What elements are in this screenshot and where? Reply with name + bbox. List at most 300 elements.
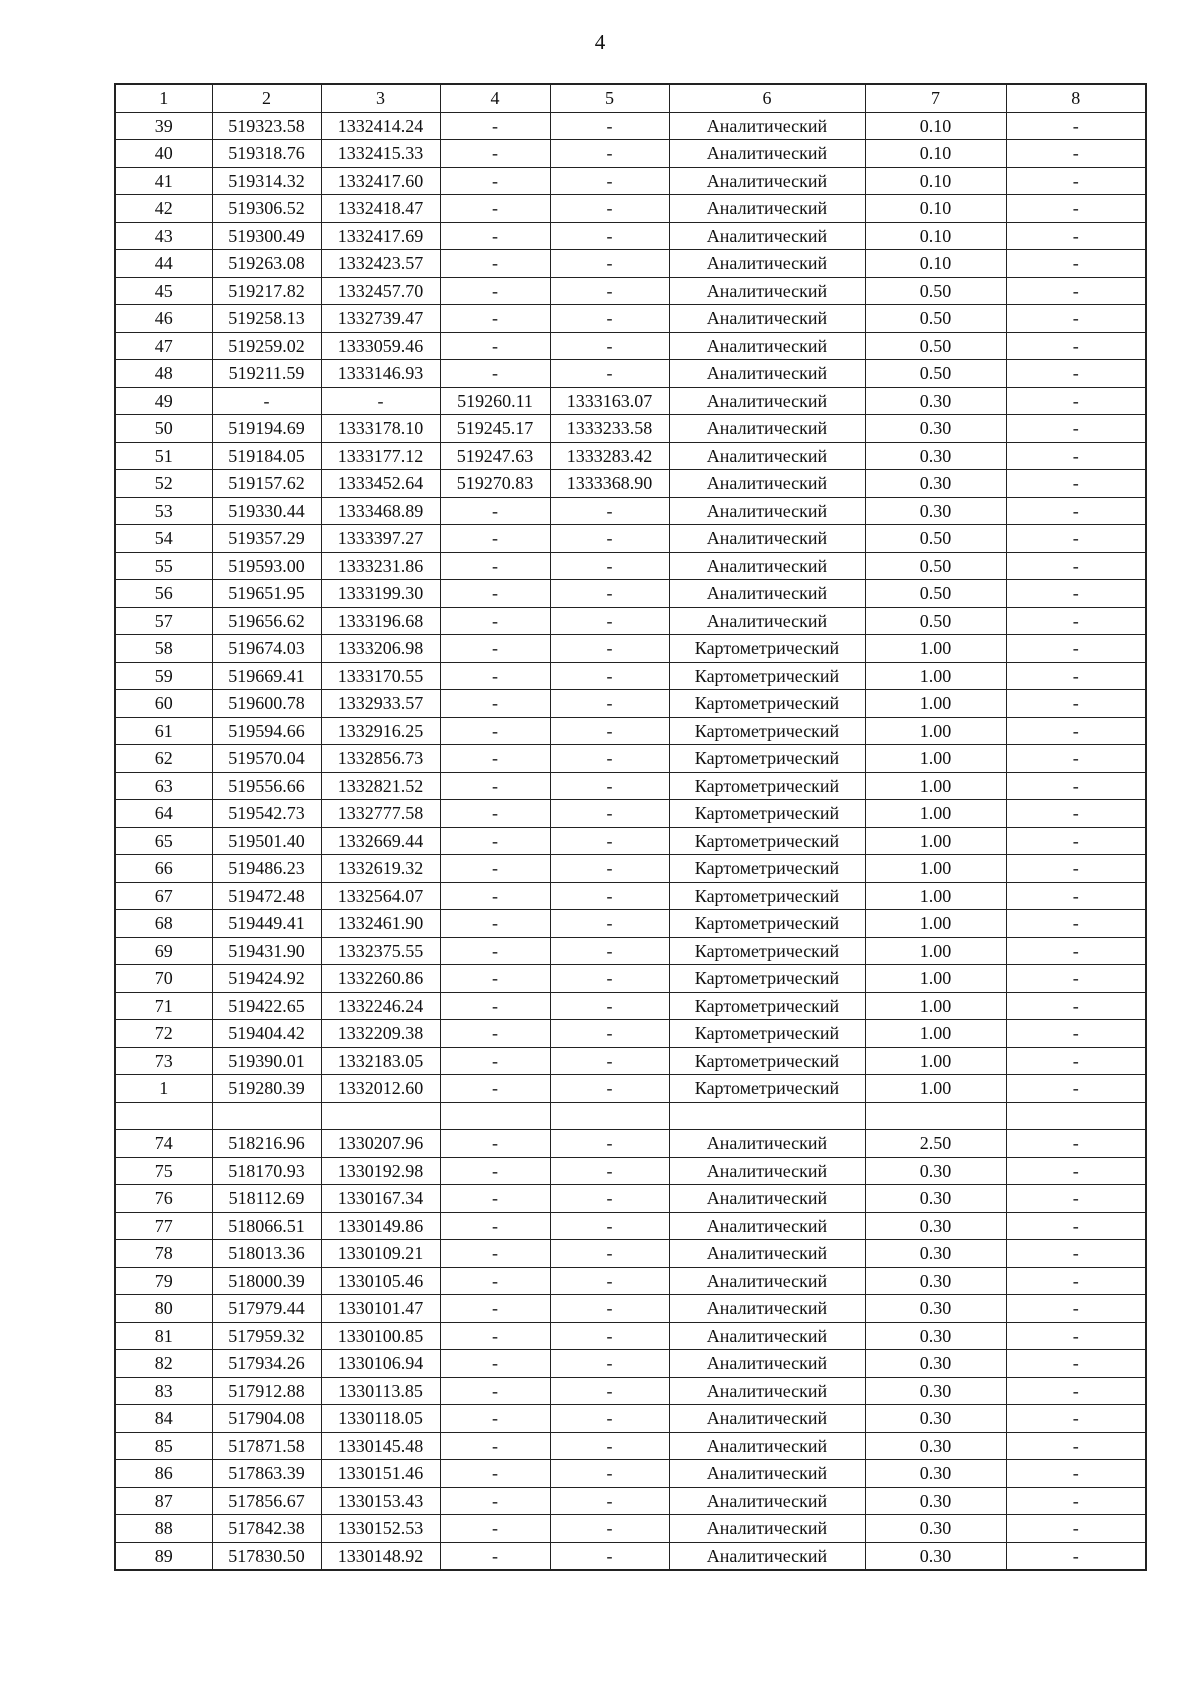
table-cell: 1330106.94 (321, 1350, 440, 1378)
table-cell: - (440, 1157, 550, 1185)
table-cell: 519674.03 (212, 635, 321, 663)
table-cell: - (440, 222, 550, 250)
table-cell: Картометрический (669, 690, 865, 718)
table-cell: - (1006, 937, 1146, 965)
table-cell: Аналитический (669, 222, 865, 250)
table-cell: 517979.44 (212, 1295, 321, 1323)
table-cell: Аналитический (669, 415, 865, 443)
table-cell: - (1006, 690, 1146, 718)
table-cell: - (1006, 1212, 1146, 1240)
table-cell: - (440, 827, 550, 855)
table-cell: 0.30 (865, 1460, 1006, 1488)
table-cell: 1330109.21 (321, 1240, 440, 1268)
table-cell: 66 (115, 855, 212, 883)
table-cell: 1332669.44 (321, 827, 440, 855)
table-cell: Картометрический (669, 910, 865, 938)
table-cell: 519184.05 (212, 442, 321, 470)
table-cell: - (440, 1295, 550, 1323)
table-cell: - (550, 1157, 669, 1185)
table-row (115, 1542, 1146, 1570)
table-cell: - (440, 992, 550, 1020)
table-cell: - (550, 772, 669, 800)
table-cell: 0.30 (865, 1185, 1006, 1213)
table-cell: 86 (115, 1460, 212, 1488)
table-cell: 519247.63 (440, 442, 550, 470)
table-cell: 519404.42 (212, 1020, 321, 1048)
table-cell: 1333199.30 (321, 580, 440, 608)
table-cell: 50 (115, 415, 212, 443)
table-cell: 1330153.43 (321, 1487, 440, 1515)
table-cell: 1.00 (865, 882, 1006, 910)
table-cell: 45 (115, 277, 212, 305)
column-header-4: 4 (440, 84, 550, 112)
table-cell: 1330192.98 (321, 1157, 440, 1185)
table-cell: 51 (115, 442, 212, 470)
table-cell: - (1006, 167, 1146, 195)
table-cell: Картометрический (669, 992, 865, 1020)
table-cell: 519656.62 (212, 607, 321, 635)
table-cell: 73 (115, 1047, 212, 1075)
table-cell: - (1006, 882, 1146, 910)
table-cell: Аналитический (669, 167, 865, 195)
table-row (115, 167, 1146, 195)
table-cell: 0.30 (865, 442, 1006, 470)
table-row (115, 1515, 1146, 1543)
table-cell: - (440, 745, 550, 773)
table-cell: Аналитический (669, 580, 865, 608)
table-cell: - (1006, 277, 1146, 305)
table-cell: - (550, 1405, 669, 1433)
table-cell: - (550, 1542, 669, 1570)
table-cell: Аналитический (669, 1267, 865, 1295)
table-cell: 519314.32 (212, 167, 321, 195)
table-cell: 519306.52 (212, 195, 321, 223)
table-row (115, 827, 1146, 855)
table-cell: - (212, 387, 321, 415)
table-cell (212, 1102, 321, 1130)
table-cell: - (321, 387, 440, 415)
table-cell: Аналитический (669, 360, 865, 388)
table-cell: 1332821.52 (321, 772, 440, 800)
table-row (115, 360, 1146, 388)
table-row (115, 1487, 1146, 1515)
table-cell: 519424.92 (212, 965, 321, 993)
table-cell: Аналитический (669, 112, 865, 140)
table-cell: 1332246.24 (321, 992, 440, 1020)
table-cell: 0.30 (865, 1487, 1006, 1515)
table-cell: - (440, 882, 550, 910)
table-cell: 43 (115, 222, 212, 250)
table-cell: Аналитический (669, 442, 865, 470)
table-cell: 519245.17 (440, 415, 550, 443)
table-cell: 56 (115, 580, 212, 608)
table-cell: - (1006, 497, 1146, 525)
table-cell: 519318.76 (212, 140, 321, 168)
table-cell: 0.10 (865, 112, 1006, 140)
table-cell: 1333368.90 (550, 470, 669, 498)
table-cell: Аналитический (669, 1350, 865, 1378)
table-cell: 79 (115, 1267, 212, 1295)
table-row (115, 745, 1146, 773)
table-cell: - (1006, 140, 1146, 168)
table-cell: - (550, 195, 669, 223)
table-cell: - (440, 937, 550, 965)
table-cell: 517904.08 (212, 1405, 321, 1433)
table-cell: - (550, 1377, 669, 1405)
table-cell: 519300.49 (212, 222, 321, 250)
table-cell: - (440, 1377, 550, 1405)
table-cell: - (550, 827, 669, 855)
table-cell: 0.10 (865, 195, 1006, 223)
table-cell: 517856.67 (212, 1487, 321, 1515)
table-cell: - (550, 140, 669, 168)
table-cell: - (1006, 717, 1146, 745)
table-cell: - (440, 800, 550, 828)
table-cell: 1330113.85 (321, 1377, 440, 1405)
table-cell: 1332457.70 (321, 277, 440, 305)
table-cell: - (1006, 1047, 1146, 1075)
table-cell: 519259.02 (212, 332, 321, 360)
table-cell: 1330148.92 (321, 1542, 440, 1570)
table-cell: - (550, 222, 669, 250)
table-cell: - (550, 167, 669, 195)
table-body (115, 112, 1146, 1570)
table-cell: 1333177.12 (321, 442, 440, 470)
table-cell: 1.00 (865, 1020, 1006, 1048)
table-cell: Аналитический (669, 1542, 865, 1570)
table-cell: 65 (115, 827, 212, 855)
table-cell: - (440, 855, 550, 883)
table-cell: - (440, 1487, 550, 1515)
table-cell: 519556.66 (212, 772, 321, 800)
table-cell: - (440, 1212, 550, 1240)
table-cell: - (550, 1185, 669, 1213)
table-row (115, 1130, 1146, 1158)
table-cell: 1.00 (865, 717, 1006, 745)
table-cell: - (440, 332, 550, 360)
table-cell: - (1006, 580, 1146, 608)
table-cell: 519263.08 (212, 250, 321, 278)
table-cell: 1333397.27 (321, 525, 440, 553)
table-cell: 519258.13 (212, 305, 321, 333)
table-row (115, 525, 1146, 553)
table-cell: 67 (115, 882, 212, 910)
table-cell: - (1006, 992, 1146, 1020)
table-cell: 63 (115, 772, 212, 800)
table-cell: 1.00 (865, 827, 1006, 855)
table-cell: - (550, 360, 669, 388)
table-cell: 1.00 (865, 690, 1006, 718)
table-row (115, 305, 1146, 333)
table-cell: 1.00 (865, 937, 1006, 965)
table-cell: Картометрический (669, 827, 865, 855)
table-cell: 1330145.48 (321, 1432, 440, 1460)
table-cell: 0.30 (865, 1350, 1006, 1378)
table-cell: Аналитический (669, 305, 865, 333)
table-cell: 1332423.57 (321, 250, 440, 278)
table-cell: 517842.38 (212, 1515, 321, 1543)
table-cell: Картометрический (669, 745, 865, 773)
table-cell: 57 (115, 607, 212, 635)
table-cell: 89 (115, 1542, 212, 1570)
table-cell: 58 (115, 635, 212, 663)
table-cell: - (440, 1460, 550, 1488)
table-row (115, 882, 1146, 910)
table-cell: - (1006, 1020, 1146, 1048)
table-cell: Картометрический (669, 800, 865, 828)
table-cell: 1333233.58 (550, 415, 669, 443)
column-header-2: 2 (212, 84, 321, 112)
table-row (115, 580, 1146, 608)
table-cell: - (550, 1487, 669, 1515)
table-row (115, 497, 1146, 525)
table-cell: - (440, 140, 550, 168)
table-cell: - (440, 1267, 550, 1295)
table-cell: 78 (115, 1240, 212, 1268)
table-cell: 54 (115, 525, 212, 553)
table-cell: 61 (115, 717, 212, 745)
table-cell: 70 (115, 965, 212, 993)
table-cell: 1333059.46 (321, 332, 440, 360)
table-cell (865, 1102, 1006, 1130)
table-cell: - (440, 1405, 550, 1433)
table-cell: 1.00 (865, 965, 1006, 993)
table-cell: 519260.11 (440, 387, 550, 415)
table-cell: Картометрический (669, 1047, 865, 1075)
table-cell: Картометрический (669, 1075, 865, 1103)
table-cell: 519211.59 (212, 360, 321, 388)
table-cell: 517934.26 (212, 1350, 321, 1378)
table-cell: Аналитический (669, 250, 865, 278)
table-cell: 519594.66 (212, 717, 321, 745)
table-row (115, 937, 1146, 965)
table-cell: 1332739.47 (321, 305, 440, 333)
table-cell: - (440, 580, 550, 608)
table-cell: 518066.51 (212, 1212, 321, 1240)
table-row (115, 195, 1146, 223)
table-row (115, 1102, 1146, 1130)
table-cell: 41 (115, 167, 212, 195)
table-row (115, 1377, 1146, 1405)
table-cell: - (550, 1295, 669, 1323)
table-cell: 519431.90 (212, 937, 321, 965)
table-cell: - (1006, 1185, 1146, 1213)
table-cell: Аналитический (669, 1322, 865, 1350)
table-row (115, 140, 1146, 168)
table-cell: - (1006, 1515, 1146, 1543)
table-cell: 1332777.58 (321, 800, 440, 828)
table-row (115, 250, 1146, 278)
table-cell: 519217.82 (212, 277, 321, 305)
table-row (115, 1020, 1146, 1048)
table-cell: - (440, 1350, 550, 1378)
table-cell: 76 (115, 1185, 212, 1213)
table-row (115, 800, 1146, 828)
table-cell: - (1006, 387, 1146, 415)
table-cell: - (550, 607, 669, 635)
table-cell: 519157.62 (212, 470, 321, 498)
table-cell: 1332461.90 (321, 910, 440, 938)
table-cell: - (550, 1515, 669, 1543)
table-cell: Картометрический (669, 635, 865, 663)
table-cell: 1332856.73 (321, 745, 440, 773)
table-cell: 2.50 (865, 1130, 1006, 1158)
table-row (115, 1350, 1146, 1378)
table-cell: 84 (115, 1405, 212, 1433)
table-cell: 519323.58 (212, 112, 321, 140)
table-cell: - (440, 250, 550, 278)
table-cell: 519570.04 (212, 745, 321, 773)
table-row (115, 387, 1146, 415)
table-cell: 0.30 (865, 1377, 1006, 1405)
table-cell: - (1006, 525, 1146, 553)
table-cell: - (440, 360, 550, 388)
table-cell: 1332417.69 (321, 222, 440, 250)
table-cell: - (1006, 1405, 1146, 1433)
table-row (115, 690, 1146, 718)
table-row (115, 442, 1146, 470)
table-cell: 1.00 (865, 745, 1006, 773)
table-cell: Аналитический (669, 607, 865, 635)
table-cell: - (550, 1460, 669, 1488)
table-row (115, 1267, 1146, 1295)
table-cell: Аналитический (669, 387, 865, 415)
table-row (115, 1432, 1146, 1460)
table-cell: - (550, 1212, 669, 1240)
table-cell: - (1006, 1240, 1146, 1268)
table-cell: 519486.23 (212, 855, 321, 883)
table-cell: - (440, 910, 550, 938)
table-cell: - (1006, 1487, 1146, 1515)
table-cell: 60 (115, 690, 212, 718)
table-cell: - (1006, 827, 1146, 855)
table-cell: 0.50 (865, 607, 1006, 635)
table-cell: 53 (115, 497, 212, 525)
table-cell: 49 (115, 387, 212, 415)
table-cell: 85 (115, 1432, 212, 1460)
table-cell: 1.00 (865, 800, 1006, 828)
table-row (115, 662, 1146, 690)
table-cell: 1333231.86 (321, 552, 440, 580)
page-number: 4 (594, 30, 606, 54)
table-cell: - (440, 1322, 550, 1350)
table-row (115, 1047, 1146, 1075)
table-cell: 0.10 (865, 140, 1006, 168)
table-cell: - (550, 277, 669, 305)
table-cell: Картометрический (669, 662, 865, 690)
table-cell: - (440, 497, 550, 525)
table-cell: 518112.69 (212, 1185, 321, 1213)
table-cell: 59 (115, 662, 212, 690)
table-cell: Аналитический (669, 1130, 865, 1158)
table-cell: - (1006, 855, 1146, 883)
table-cell: 0.30 (865, 1267, 1006, 1295)
table-cell: Картометрический (669, 772, 865, 800)
table-cell: Аналитический (669, 1295, 865, 1323)
table-cell: Аналитический (669, 195, 865, 223)
table-cell: 0.30 (865, 1240, 1006, 1268)
table-cell: - (440, 167, 550, 195)
table-cell: - (440, 277, 550, 305)
table-cell: - (550, 1020, 669, 1048)
table-row (115, 992, 1146, 1020)
table-cell: - (1006, 607, 1146, 635)
table-cell: - (440, 1432, 550, 1460)
table-row (115, 470, 1146, 498)
table-cell: Картометрический (669, 1020, 865, 1048)
table-cell: 1333178.10 (321, 415, 440, 443)
table-cell: 1333146.93 (321, 360, 440, 388)
table-cell: Аналитический (669, 470, 865, 498)
table-cell: 1333283.42 (550, 442, 669, 470)
table-cell: - (440, 1240, 550, 1268)
table-cell: 1.00 (865, 1075, 1006, 1103)
table-cell: - (1006, 1075, 1146, 1103)
column-header-1: 1 (115, 84, 212, 112)
table-cell: 1 (115, 1075, 212, 1103)
table-cell: - (440, 112, 550, 140)
table-cell: 1332417.60 (321, 167, 440, 195)
table-cell: - (440, 305, 550, 333)
table-cell: - (1006, 1157, 1146, 1185)
table-cell: Аналитический (669, 1157, 865, 1185)
table-cell: - (440, 690, 550, 718)
table-cell: 62 (115, 745, 212, 773)
table-cell: - (440, 1047, 550, 1075)
table-row (115, 112, 1146, 140)
table-cell: - (440, 1020, 550, 1048)
table-cell: - (550, 1432, 669, 1460)
table-cell: 519651.95 (212, 580, 321, 608)
table-cell: Аналитический (669, 332, 865, 360)
table-cell: - (1006, 470, 1146, 498)
column-header-5: 5 (550, 84, 669, 112)
table-cell: 1332418.47 (321, 195, 440, 223)
table-cell: - (550, 690, 669, 718)
table-cell: - (440, 607, 550, 635)
table-cell: - (1006, 772, 1146, 800)
table-cell: 1333452.64 (321, 470, 440, 498)
table-cell: 72 (115, 1020, 212, 1048)
table-cell: 517912.88 (212, 1377, 321, 1405)
table-cell: - (550, 662, 669, 690)
table-cell: Аналитический (669, 1515, 865, 1543)
table-cell: 44 (115, 250, 212, 278)
table-row (115, 855, 1146, 883)
table-cell (1006, 1102, 1146, 1130)
table-cell: - (440, 717, 550, 745)
table-cell: - (440, 1515, 550, 1543)
table-cell: 0.10 (865, 167, 1006, 195)
table-cell: 519194.69 (212, 415, 321, 443)
table-cell: - (440, 1130, 550, 1158)
table-cell: Картометрический (669, 965, 865, 993)
table-cell: - (440, 1542, 550, 1570)
table-row (115, 1295, 1146, 1323)
table-cell: 83 (115, 1377, 212, 1405)
table-row (115, 717, 1146, 745)
table-cell: 74 (115, 1130, 212, 1158)
table-cell: 1.00 (865, 992, 1006, 1020)
table-cell: 48 (115, 360, 212, 388)
table-cell: 517863.39 (212, 1460, 321, 1488)
table-cell: Аналитический (669, 1460, 865, 1488)
table-cell: 1330100.85 (321, 1322, 440, 1350)
table-cell: - (1006, 662, 1146, 690)
table-cell: - (1006, 635, 1146, 663)
table-cell: Картометрический (669, 937, 865, 965)
table-row (115, 415, 1146, 443)
